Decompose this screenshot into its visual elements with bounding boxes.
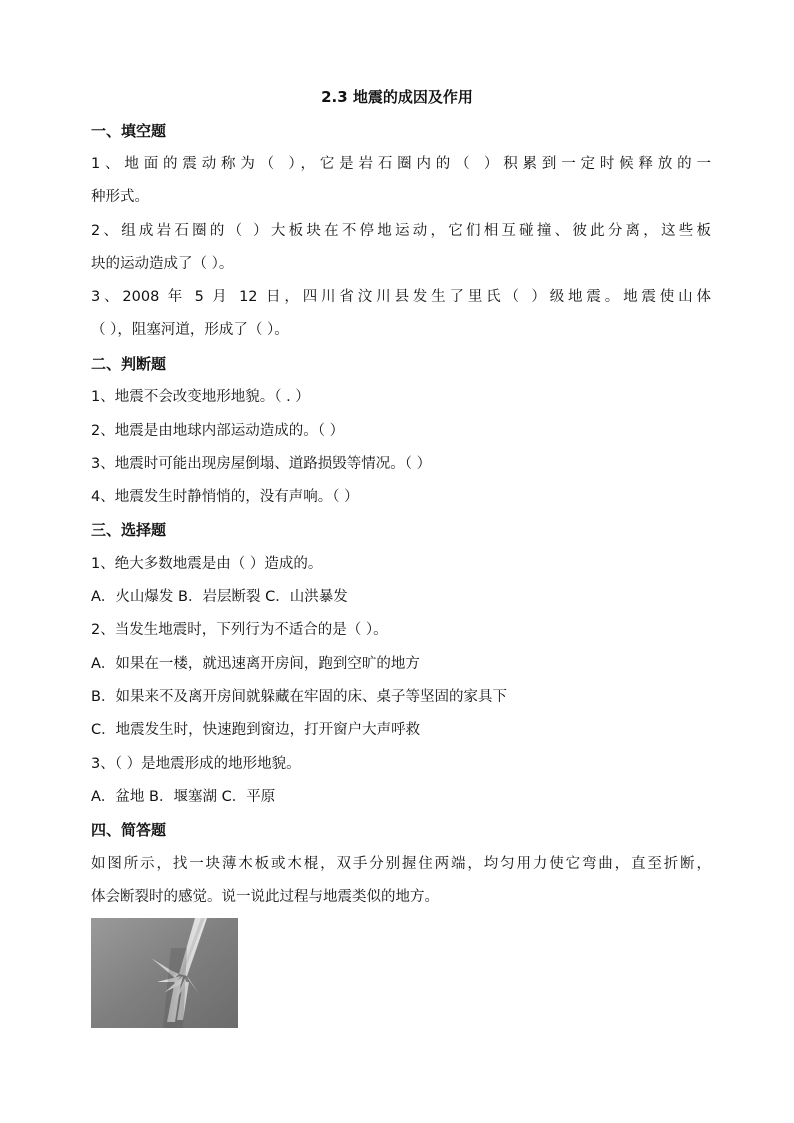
page-title: 2.3 地震的成因及作用 xyxy=(321,88,473,106)
choice-q1-options: A．火山爆发 B．岩层断裂 C．山洪暴发 xyxy=(91,589,348,605)
section-heading-short-answer: 四、简答题 xyxy=(91,821,167,839)
section-heading-true-false: 二、判断题 xyxy=(91,355,167,373)
fill-blank-q1-line1: 1、地面的震动称为（ ），它是岩石圈内的（ ）积累到一定时候释放的一 xyxy=(91,156,711,172)
true-false-q3: 3、地震时可能出现房屋倒塌、道路损毁等情况。（ ） xyxy=(91,456,432,472)
choice-q2-option-b: B．如果来不及离开房间就躲藏在牢固的床、桌子等坚固的家具下 xyxy=(91,689,507,705)
choice-q2-option-a: A．如果在一楼，就迅速离开房间，跑到空旷的地方 xyxy=(91,656,420,672)
short-answer-line1: 如图所示，找一块薄木板或木棍，双手分别握住两端，均匀用力使它弯曲，直至折断， xyxy=(91,856,711,872)
breaking-wood-stick-photo-icon xyxy=(91,918,238,1028)
true-false-q2: 2、地震是由地球内部运动造成的。（ ） xyxy=(91,423,345,439)
choice-q3: 3、（ ）是地震形成的地形地貌。 xyxy=(91,756,301,772)
fill-blank-q3-line2: （ ），阻塞河道，形成了（ ）。 xyxy=(91,322,289,338)
fill-blank-q3-line1: 3、2008 年 5 月 12 日，四川省汶川县发生了里氏（ ）级地震。地震使山体 xyxy=(91,289,711,305)
choice-q2-option-c: C．地震发生时，快速跑到窗边，打开窗户大声呼救 xyxy=(91,722,421,738)
true-false-q1: 1、地震不会改变地形地貌。（ . ） xyxy=(91,389,310,405)
fill-blank-q1-line2: 种形式。 xyxy=(91,189,149,205)
choice-q2: 2、当发生地震时，下列行为不适合的是（ ）。 xyxy=(91,622,388,638)
fill-blank-q2-line2: 块的运动造成了（ ）。 xyxy=(91,256,234,272)
choice-q1: 1、绝大多数地震是由（ ）造成的。 xyxy=(91,556,323,572)
short-answer-line2: 体会断裂时的感觉。说一说此过程与地震类似的地方。 xyxy=(91,889,439,905)
section-heading-multiple-choice: 三、选择题 xyxy=(91,521,167,539)
choice-q3-options: A．盆地 B．堰塞湖 C．平原 xyxy=(91,789,276,805)
true-false-q4: 4、地震发生时静悄悄的，没有声响。（ ） xyxy=(91,489,359,505)
fill-blank-q2-line1: 2、组成岩石圈的（ ）大板块在不停地运动，它们相互碰撞、彼此分离，这些板 xyxy=(91,223,711,239)
section-heading-fill-blank: 一、填空题 xyxy=(91,122,167,140)
